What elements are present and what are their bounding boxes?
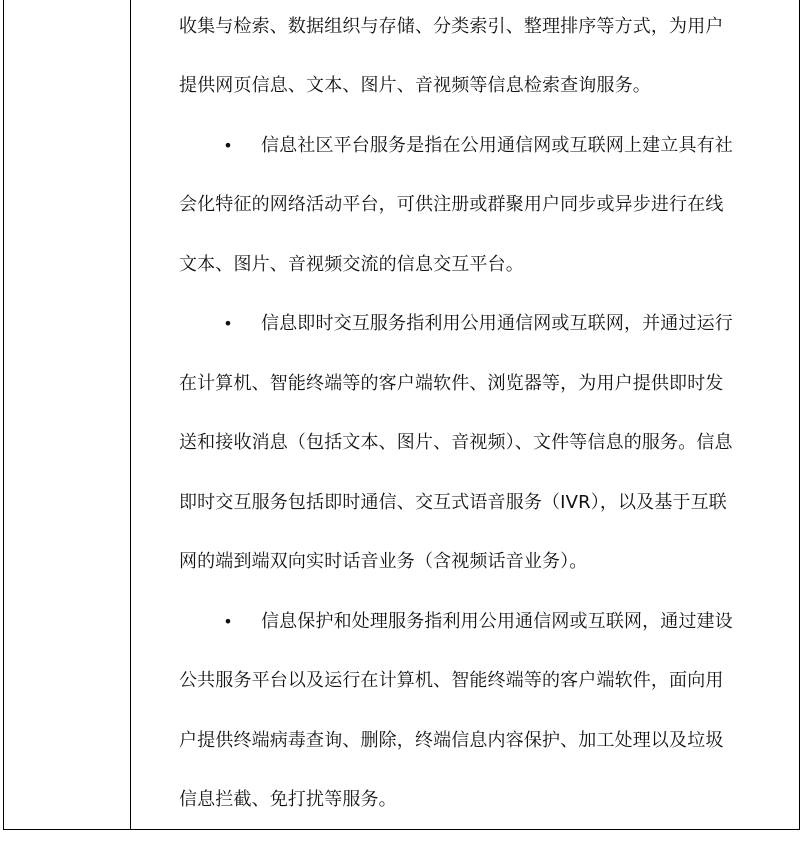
left-table-cell <box>4 0 130 829</box>
body-line: 即时交互服务包括即时通信、交互式语音服务（IVR），以及基于互联 <box>179 492 727 513</box>
content-table-cell <box>131 0 799 829</box>
body-line: 送和接收消息（包括文本、图片、音视频）、文件等信息的服务。信息 <box>179 432 733 453</box>
body-line: 在计算机、智能终端等的客户端软件、浏览器等，为用户提供即时发 <box>179 373 724 394</box>
body-line: 信息拦截、免打扰等服务。 <box>179 789 397 810</box>
body-line: 会化特征的网络活动平台，可供注册或群聚用户同步或异步进行在线 <box>179 194 724 215</box>
body-line: 文本、图片、音视频交流的信息交互平台。 <box>179 254 524 275</box>
bullet-line: 信息社区平台服务是指在公用通信网或互联网上建立具有社 <box>261 135 733 156</box>
bullet-line: 信息即时交互服务指利用公用通信网或互联网，并通过运行 <box>261 313 733 334</box>
body-line: 网的端到端双向实时话音业务（含视频话音业务）。 <box>179 551 588 572</box>
table-bottom-border <box>3 829 800 830</box>
bullet-line: 信息保护和处理服务指利用公用通信网或互联网，通过建设 <box>261 611 733 632</box>
body-line: 提供网页信息、文本、图片、音视频等信息检索查询服务。 <box>179 75 651 96</box>
body-line: 收集与检索、数据组织与存储、分类索引、整理排序等方式，为用户 <box>179 16 724 37</box>
body-line: 公共服务平台以及运行在计算机、智能终端等的客户端软件，面向用 <box>179 670 724 691</box>
bullet-marker: • <box>223 612 233 631</box>
bullet-marker: • <box>223 136 233 155</box>
bullet-marker: • <box>223 314 233 333</box>
body-line: 户提供终端病毒查询、删除，终端信息内容保护、加工处理以及垃圾 <box>179 730 724 751</box>
table-right-border <box>799 0 800 830</box>
